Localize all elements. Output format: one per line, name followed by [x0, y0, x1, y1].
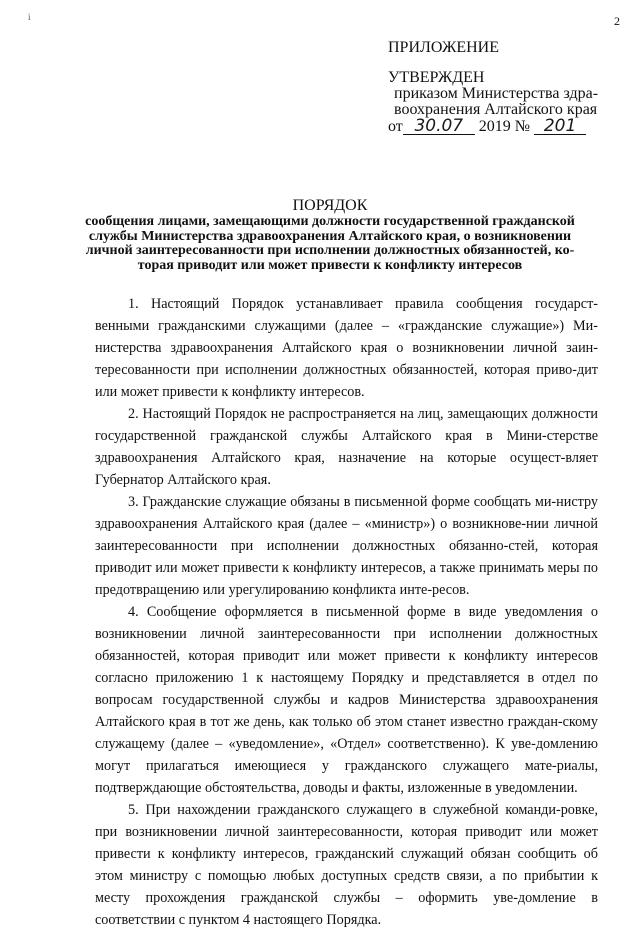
order-line-2: воохранения Алтайского края [394, 101, 598, 118]
appendix-heading: ПРИЛОЖЕНИЕ [388, 39, 500, 56]
corner-mark: i [28, 12, 31, 22]
document-body [95, 293, 598, 931]
date-prefix: от [388, 118, 403, 135]
paragraph-5: 5. При нахождении гражданского служащего в служебной команди-ровке, при возникновении личной заинтересованности, которая приводит или может привести к конфликту интересов, гражданский служащий обязан сообщить об этом министру с помощью любых доступных средств связи, а по прибытии к месту прохождения гражданской службы – оформить уве-домление в соответствии с пунктом 4 настоящего Порядка. [95, 802, 598, 928]
paragraph-4: 4. Сообщение оформляется в письменной форме в виде уведомления о возникновении личной заинтересованности при исполнении должностных обязанностей, которая приводит или может привести к конфликту интересов согласно приложению 1 к настоящему Порядку и представляется в отдел по вопросам государственной службы и кадров Министерства здравоохранения Алтайского края в тот же день, как только об этом станет известно граждан-скому служащему (далее – «уведомление», «Отдел» соответственно). К уве-домлению могут прилагаться имеющиеся у гражданского служащего мате-риалы, подтверждающие обстоятельства, доводы и факты, изложенные в уведомлении. [95, 604, 598, 796]
page-number: 2 [614, 14, 620, 28]
document-subtitle: сообщения лицами, замещающими должности государственной гражданской службы Министерства здравоохранения Алтайского края, о возникновении личной заинтересованности при исполнении должностных обязанностей, ко- торая приводит или может привести к конфликту интересов [85, 214, 575, 273]
paragraph-2: 2. Настоящий Порядок не распространяется на лиц, замещающих должности государственной гражданской службы Алтайского края в Мини-стерстве здравоохранения Алтайского края, назначение на которые осущест-вляет Губернатор Алтайского края. [95, 406, 598, 488]
paragraph-3: 3. Гражданские служащие обязаны в письменной форме сообщать ми-нистру здравоохранения Алтайского края (далее – «министр») о возникнове-нии личной заинтересованности при исполнении должностных обязанно-стей, которая приводит или может привести к конфликту интересов, а также принимать меры по предотвращению или урегулированию конфликта инте-ресов. [95, 494, 598, 598]
year-label: 2019 № [478, 118, 531, 135]
approval-block [388, 40, 628, 135]
document-title-block [60, 197, 600, 273]
approved-label: УТВЕРЖДЕН [388, 69, 485, 86]
handwritten-number: 201 [534, 118, 586, 135]
order-date-line [388, 118, 628, 135]
handwritten-date: 30.07 [403, 118, 475, 135]
order-line-1: приказом Министерства здра- [394, 85, 599, 102]
paragraph-1: 1. Настоящий Порядок устанавливает правила сообщения государст-венными гражданскими служащими (далее – «гражданские служащие») Ми-нистерства здравоохранения Алтайского края о возникновении личной заин-тересованности при исполнении должностных обязанностей, которая приво-дит или может привести к конфликту интересов. [95, 296, 598, 400]
document-title: ПОРЯДОК [292, 197, 368, 214]
